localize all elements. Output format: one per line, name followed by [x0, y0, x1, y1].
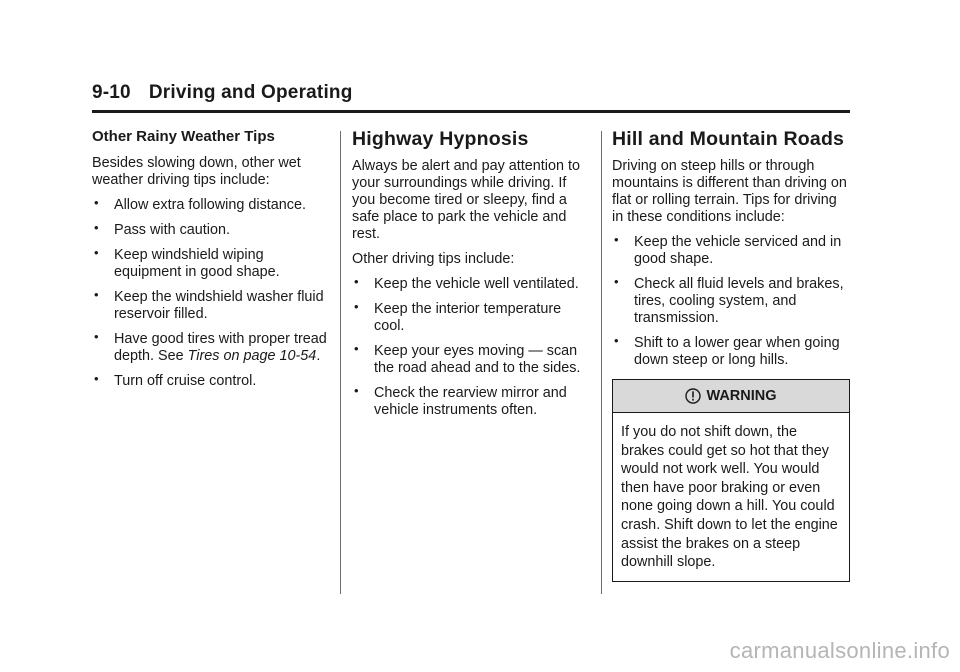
bullet-icon: •	[94, 371, 99, 386]
list-item: • Keep windshield wiping equipment in good shape.	[94, 245, 280, 280]
list-item: • Check the rearview mirror and vehicle instruments often.	[354, 383, 567, 418]
warning-header	[613, 380, 849, 413]
bullet-icon: •	[94, 329, 99, 344]
column-highway-hypnosis	[352, 128, 590, 427]
highway-hypnosis-heading: Highway Hypnosis	[352, 128, 529, 150]
hill-mountain-list	[612, 234, 850, 369]
rainy-weather-list	[92, 197, 330, 390]
rainy-weather-intro: Besides slowing down, other wet weather driving tips include:	[92, 155, 301, 188]
list-item: • Have good tires with proper tread depth. See Tires on page 10-54.	[94, 329, 327, 364]
list-item: • Shift to a lower gear when going down steep or long hills.	[614, 333, 840, 368]
column-hill-mountain	[612, 128, 850, 582]
list-item: • Keep the vehicle serviced and in good shape.	[614, 232, 842, 267]
bullet-icon: •	[354, 274, 359, 289]
warning-box	[612, 379, 850, 582]
list-item: • Keep your eyes moving — scan the road ahead and to the sides.	[354, 341, 581, 376]
warning-label: WARNING	[706, 387, 777, 404]
warning-body: If you do not shift down, the brakes could get so hot that they would not work well. You would then have poor braking or even none going down a hill. You could crash. Shift down to let the engine assist the brakes on a steep downhill slope.	[621, 424, 838, 571]
hill-mountain-heading: Hill and Mountain Roads	[612, 128, 845, 150]
bullet-icon: •	[94, 287, 99, 302]
bullet-icon: •	[94, 195, 99, 210]
bullet-icon: •	[94, 245, 99, 260]
tires-page-link[interactable]: Tires on page 10-54	[187, 348, 317, 364]
list-item: • Turn off cruise control.	[94, 371, 257, 389]
bullet-icon: •	[614, 232, 619, 247]
header-rule	[92, 110, 850, 113]
bullet-icon: •	[354, 341, 359, 356]
watermark: carmanualsonline.info	[729, 638, 950, 663]
page-number: 9-10	[92, 82, 131, 103]
list-item: • Keep the interior temperature cool.	[354, 299, 562, 334]
page-header	[92, 82, 850, 113]
column-divider-1	[340, 131, 341, 594]
bullet-icon: •	[354, 383, 359, 398]
warning-symbol-icon	[685, 388, 701, 404]
list-item: • Pass with caution.	[94, 220, 230, 238]
list-item: • Check all fluid levels and brakes, tires, cooling system, and transmission.	[614, 274, 844, 326]
bullet-icon: •	[94, 220, 99, 235]
highway-hypnosis-para1: Always be alert and pay attention to your surroundings while driving. If you become tired or sleepy, find a safe place to park the vehicle and rest.	[352, 158, 580, 242]
highway-hypnosis-list	[352, 276, 590, 419]
bullet-icon: •	[614, 333, 619, 348]
column-rainy-weather	[92, 128, 330, 398]
list-item: • Keep the vehicle well ventilated.	[354, 274, 579, 292]
hill-mountain-intro: Driving on steep hills or through mountains is different than driving on flat or rolling terrain. Tips for driving in these conditions include:	[612, 158, 847, 225]
highway-hypnosis-para2: Other driving tips include:	[352, 251, 515, 267]
section-title: Driving and Operating	[148, 82, 353, 103]
bullet-icon: •	[354, 299, 359, 314]
list-item: • Keep the windshield washer fluid reservoir filled.	[94, 287, 324, 322]
bullet-icon: •	[614, 274, 619, 289]
column-divider-2	[601, 131, 602, 594]
header-title	[92, 82, 850, 104]
list-item: • Allow extra following distance.	[94, 195, 306, 213]
rainy-weather-heading: Other Rainy Weather Tips	[92, 128, 275, 145]
